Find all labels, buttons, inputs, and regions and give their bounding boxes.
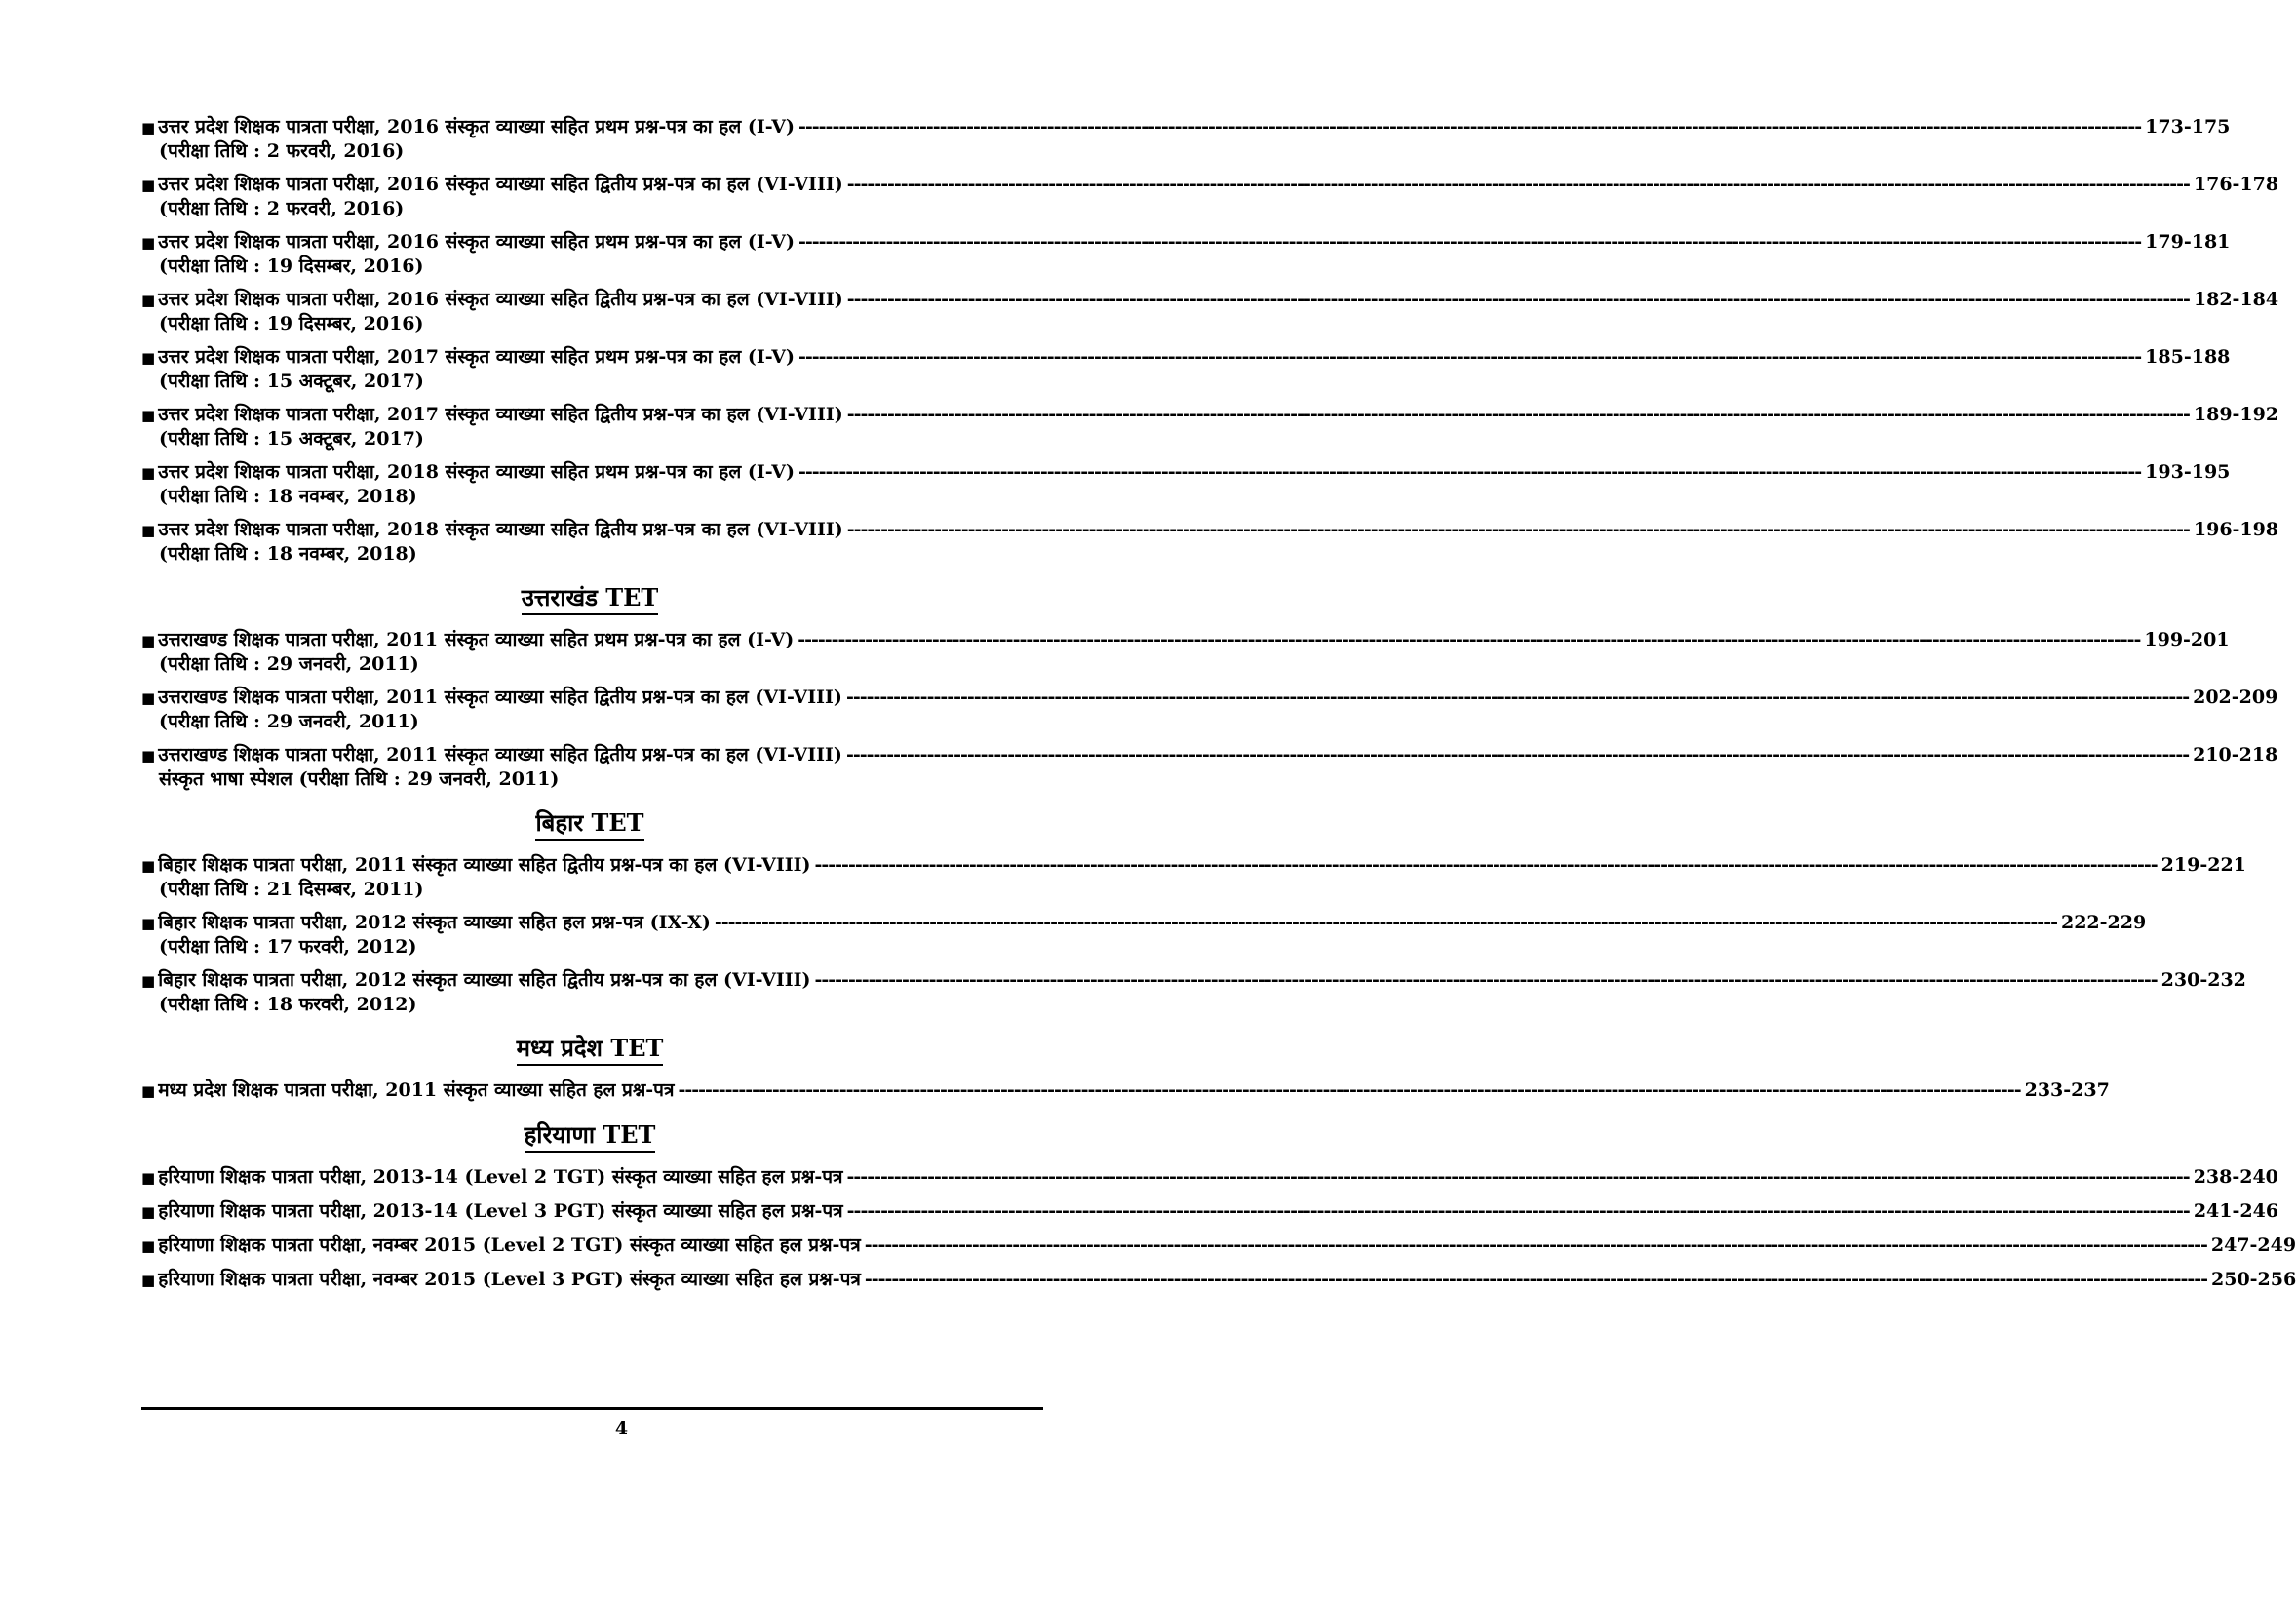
toc-entry-title: उत्तराखण्ड शिक्षक पात्रता परीक्षा, 2011 संस्कृत व्याख्या सहित द्वितीय प्रश्न-पत्र का हल (VI-VIII) [158, 744, 842, 765]
toc-entry-line [141, 853, 2246, 878]
toc-entry-date: (परीक्षा तिथि : 19 दिसम्बर, 2016) [159, 313, 424, 334]
section-heading [141, 1034, 1038, 1063]
toc-entry-date: (परीक्षा तिथि : 15 अक्टूबर, 2017) [159, 428, 424, 450]
dot-leader: -------------------------------------------------------------------------------------------------------------------------------------------------------------------------------------------------------- [846, 1200, 2190, 1222]
toc-entry-pages: 222-229 [2060, 912, 2147, 933]
square-bullet-icon: ■ [141, 119, 156, 137]
dot-leader: -------------------------------------------------------------------------------------------------------------------------------------------------------------------------------------------------------- [846, 519, 2190, 540]
section-heading [141, 1120, 1038, 1150]
toc-entry [141, 911, 2147, 959]
toc-entry-line [141, 460, 2231, 485]
toc-entry-pages: 179-181 [2145, 231, 2231, 253]
square-bullet-icon: ■ [141, 972, 156, 990]
toc-entry [141, 686, 2278, 733]
toc-entry-pages: 241-246 [2193, 1200, 2279, 1222]
toc-entry-pages: 189-192 [2193, 404, 2279, 425]
dot-leader: -------------------------------------------------------------------------------------------------------------------------------------------------------------------------------------------------------- [864, 1269, 2208, 1290]
page-number: 4 [614, 1418, 629, 1439]
toc-entry-title: उत्तर प्रदेश शिक्षक पात्रता परीक्षा, 2017 संस्कृत व्याख्या सहित द्वितीय प्रश्न-पत्र का हल (VI-VIII) [158, 404, 843, 425]
toc-entry-line [141, 686, 2278, 710]
square-bullet-icon: ■ [141, 1237, 156, 1255]
toc-entry-title: उत्तर प्रदेश शिक्षक पात्रता परीक्षा, 2018 संस्कृत व्याख्या सहित प्रथम प्रश्न-पत्र का हल (I-V) [158, 461, 796, 483]
square-bullet-icon: ■ [141, 349, 156, 367]
toc-entry [141, 173, 2279, 220]
square-bullet-icon: ■ [141, 1203, 156, 1221]
dot-leader: -------------------------------------------------------------------------------------------------------------------------------------------------------------------------------------------------------- [845, 687, 2190, 708]
dot-leader: -------------------------------------------------------------------------------------------------------------------------------------------------------------------------------------------------------- [714, 912, 2057, 933]
toc-entry [141, 743, 2278, 791]
dot-leader: -------------------------------------------------------------------------------------------------------------------------------------------------------------------------------------------------------- [846, 404, 2190, 425]
toc-entry-date: (परीक्षा तिथि : 15 अक्टूबर, 2017) [159, 371, 424, 392]
toc-entry-date: (परीक्षा तिथि : 18 फरवरी, 2012) [159, 994, 417, 1015]
toc-entry-line [141, 403, 2279, 427]
toc-entry-date: (परीक्षा तिथि : 17 फरवरी, 2012) [159, 936, 417, 958]
toc-entry-pages: 233-237 [2024, 1079, 2110, 1101]
toc-entry-line [141, 173, 2279, 197]
toc-entry-date: (परीक्षा तिथि : 2 फरवरी, 2016) [159, 198, 405, 219]
toc-entry [141, 968, 2246, 1016]
toc-entry-date: (परीक्षा तिथि : 18 नवम्बर, 2018) [159, 543, 417, 565]
toc-entry [141, 403, 2279, 451]
toc-entry-pages: 173-175 [2145, 116, 2231, 137]
toc-entry-title: उत्तराखण्ड शिक्षक पात्रता परीक्षा, 2011 संस्कृत व्याख्या सहित प्रथम प्रश्न-पत्र का हल (I-V) [158, 629, 795, 650]
dot-leader: -------------------------------------------------------------------------------------------------------------------------------------------------------------------------------------------------------- [798, 116, 2142, 137]
section-heading [141, 808, 1038, 838]
square-bullet-icon: ■ [141, 857, 156, 875]
toc-entry [141, 853, 2246, 901]
square-bullet-icon: ■ [141, 522, 156, 539]
toc-entry-title: उत्तराखण्ड शिक्षक पात्रता परीक्षा, 2011 संस्कृत व्याख्या सहित द्वितीय प्रश्न-पत्र का हल (VI-VIII) [158, 687, 842, 708]
toc-entry-line [141, 968, 2246, 993]
toc-entry [141, 115, 2231, 163]
toc-entry-date: (परीक्षा तिथि : 19 दिसम्बर, 2016) [159, 255, 424, 277]
square-bullet-icon: ■ [141, 177, 156, 194]
square-bullet-icon: ■ [141, 915, 156, 932]
toc-entry-pages: 202-209 [2193, 687, 2278, 708]
dot-leader: -------------------------------------------------------------------------------------------------------------------------------------------------------------------------------------------------------- [846, 289, 2190, 310]
toc-entry-date: संस्कृत भाषा स्पेशल (परीक्षा तिथि : 29 जनवरी, 2011) [159, 768, 560, 790]
toc-entry [141, 1234, 2296, 1258]
dot-leader: -------------------------------------------------------------------------------------------------------------------------------------------------------------------------------------------------------- [814, 969, 2158, 991]
toc-entry-title: उत्तर प्रदेश शिक्षक पात्रता परीक्षा, 2016 संस्कृत व्याख्या सहित प्रथम प्रश्न-पत्र का हल (I-V) [158, 116, 796, 137]
toc-entry-title: हरियाणा शिक्षक पात्रता परीक्षा, 2013-14 (Level 3 PGT) संस्कृत व्याख्या सहित हल प्रश्न-पत्र [158, 1200, 843, 1222]
square-bullet-icon: ■ [141, 292, 156, 309]
toc-entry-title: उत्तर प्रदेश शिक्षक पात्रता परीक्षा, 2016 संस्कृत व्याख्या सहित द्वितीय प्रश्न-पत्र का हल (VI-VIII) [158, 289, 843, 310]
toc-entry-pages: 196-198 [2193, 519, 2279, 540]
square-bullet-icon: ■ [141, 689, 156, 707]
toc-entry [141, 1199, 2279, 1224]
square-bullet-icon: ■ [141, 747, 156, 765]
square-bullet-icon: ■ [141, 1082, 156, 1100]
toc-entry-title: उत्तर प्रदेश शिक्षक पात्रता परीक्षा, 2018 संस्कृत व्याख्या सहित द्वितीय प्रश्न-पत्र का हल (VI-VIII) [158, 519, 843, 540]
square-bullet-icon: ■ [141, 234, 156, 252]
toc-entry-line [141, 518, 2279, 542]
toc-entry-pages: 238-240 [2193, 1166, 2278, 1188]
toc-entry [141, 288, 2279, 335]
square-bullet-icon: ■ [141, 407, 156, 424]
toc-entry-pages: 247-249 [2210, 1235, 2296, 1256]
section-heading [141, 583, 1038, 612]
toc-entry-line [141, 1079, 2110, 1103]
toc-entry-line [141, 1234, 2296, 1258]
section-heading-text: बिहार TET [535, 808, 643, 841]
toc-entry-title: मध्य प्रदेश शिक्षक पात्रता परीक्षा, 2011 संस्कृत व्याख्या सहित हल प्रश्न-पत्र [158, 1079, 675, 1101]
toc-entry-title: उत्तर प्रदेश शिक्षक पात्रता परीक्षा, 2016 संस्कृत व्याख्या सहित प्रथम प्रश्न-पत्र का हल (I-V) [158, 231, 796, 253]
toc-entry-pages: 250-256 [2211, 1269, 2296, 1290]
toc-entry [141, 1079, 2110, 1103]
toc-entry-title: उत्तर प्रदेश शिक्षक पात्रता परीक्षा, 2017 संस्कृत व्याख्या सहित प्रथम प्रश्न-पत्र का हल (I-V) [158, 346, 796, 368]
toc-entry-date: (परीक्षा तिथि : 29 जनवरी, 2011) [159, 711, 419, 732]
dot-leader: -------------------------------------------------------------------------------------------------------------------------------------------------------------------------------------------------------- [846, 1166, 2190, 1188]
toc-entry-pages: 199-201 [2144, 629, 2230, 650]
footer-rule [141, 1407, 1043, 1410]
toc-entry-line [141, 230, 2231, 255]
square-bullet-icon: ■ [141, 632, 156, 649]
toc-entry [141, 230, 2231, 278]
toc-entry-date: (परीक्षा तिथि : 21 दिसम्बर, 2011) [159, 879, 424, 900]
toc-entry-pages: 230-232 [2160, 969, 2246, 991]
toc-entry-line [141, 345, 2231, 370]
toc-entry-date: (परीक्षा तिथि : 2 फरवरी, 2016) [159, 140, 405, 162]
dot-leader: -------------------------------------------------------------------------------------------------------------------------------------------------------------------------------------------------------- [798, 346, 2142, 368]
toc-entry-line [141, 1199, 2279, 1224]
toc-entry-pages: 176-178 [2193, 174, 2279, 195]
toc-entry [141, 518, 2279, 566]
toc-entry [141, 460, 2231, 508]
section-heading-text: उत्तराखंड TET [522, 583, 659, 615]
toc-entry [141, 345, 2231, 393]
toc-entry-pages: 219-221 [2160, 854, 2246, 876]
square-bullet-icon: ■ [141, 464, 156, 482]
dot-leader: -------------------------------------------------------------------------------------------------------------------------------------------------------------------------------------------------------- [845, 744, 2190, 765]
toc-entry-title: हरियाणा शिक्षक पात्रता परीक्षा, 2013-14 (Level 2 TGT) संस्कृत व्याख्या सहित हल प्रश्न-पत्र [158, 1166, 843, 1188]
toc-entry-title: बिहार शिक्षक पात्रता परीक्षा, 2012 संस्कृत व्याख्या सहित हल प्रश्न-पत्र (IX-X) [158, 912, 711, 933]
toc-entry-title: हरियाणा शिक्षक पात्रता परीक्षा, नवम्बर 2015 (Level 3 PGT) संस्कृत व्याख्या सहित हल प्रश्न-पत्र [158, 1269, 861, 1290]
toc-entry-line [141, 288, 2279, 312]
toc-entry-pages: 185-188 [2145, 346, 2231, 368]
square-bullet-icon: ■ [141, 1169, 156, 1187]
toc-page [141, 115, 2296, 1302]
toc-entry-date: (परीक्षा तिथि : 29 जनवरी, 2011) [159, 653, 419, 675]
toc-entry-pages: 193-195 [2145, 461, 2231, 483]
toc-entry-title: उत्तर प्रदेश शिक्षक पात्रता परीक्षा, 2016 संस्कृत व्याख्या सहित द्वितीय प्रश्न-पत्र का हल (VI-VIII) [158, 174, 843, 195]
dot-leader: -------------------------------------------------------------------------------------------------------------------------------------------------------------------------------------------------------- [814, 854, 2158, 876]
dot-leader: -------------------------------------------------------------------------------------------------------------------------------------------------------------------------------------------------------- [798, 231, 2142, 253]
toc-entry-line [141, 1165, 2278, 1190]
toc-entry-title: बिहार शिक्षक पात्रता परीक्षा, 2011 संस्कृत व्याख्या सहित द्वितीय प्रश्न-पत्र का हल (VI-VIII) [158, 854, 811, 876]
toc-entry-title: बिहार शिक्षक पात्रता परीक्षा, 2012 संस्कृत व्याख्या सहित द्वितीय प्रश्न-पत्र का हल (VI-VIII) [158, 969, 811, 991]
dot-leader: -------------------------------------------------------------------------------------------------------------------------------------------------------------------------------------------------------- [864, 1235, 2207, 1256]
dot-leader: -------------------------------------------------------------------------------------------------------------------------------------------------------------------------------------------------------- [678, 1079, 2021, 1101]
toc-entry-line [141, 743, 2278, 767]
dot-leader: -------------------------------------------------------------------------------------------------------------------------------------------------------------------------------------------------------- [798, 461, 2142, 483]
section-heading-text: मध्य प्रदेश TET [517, 1034, 664, 1066]
toc-entry-pages: 210-218 [2193, 744, 2278, 765]
toc-entry [141, 628, 2230, 676]
toc-entry [141, 1165, 2278, 1190]
square-bullet-icon: ■ [141, 1272, 156, 1289]
toc-entry-pages: 182-184 [2193, 289, 2279, 310]
toc-entry-date: (परीक्षा तिथि : 18 नवम्बर, 2018) [159, 486, 417, 507]
section-heading-text: हरियाणा TET [525, 1120, 656, 1153]
toc-entry-line [141, 628, 2230, 652]
dot-leader: -------------------------------------------------------------------------------------------------------------------------------------------------------------------------------------------------------- [846, 174, 2190, 195]
toc-entry-line [141, 911, 2147, 935]
toc-entry-title: हरियाणा शिक्षक पात्रता परीक्षा, नवम्बर 2015 (Level 2 TGT) संस्कृत व्याख्या सहित हल प्रश्न-पत्र [158, 1235, 861, 1256]
toc-entry-line [141, 1268, 2296, 1292]
dot-leader: -------------------------------------------------------------------------------------------------------------------------------------------------------------------------------------------------------- [798, 629, 2141, 650]
toc-entry [141, 1268, 2296, 1292]
toc-entry-line [141, 115, 2231, 139]
